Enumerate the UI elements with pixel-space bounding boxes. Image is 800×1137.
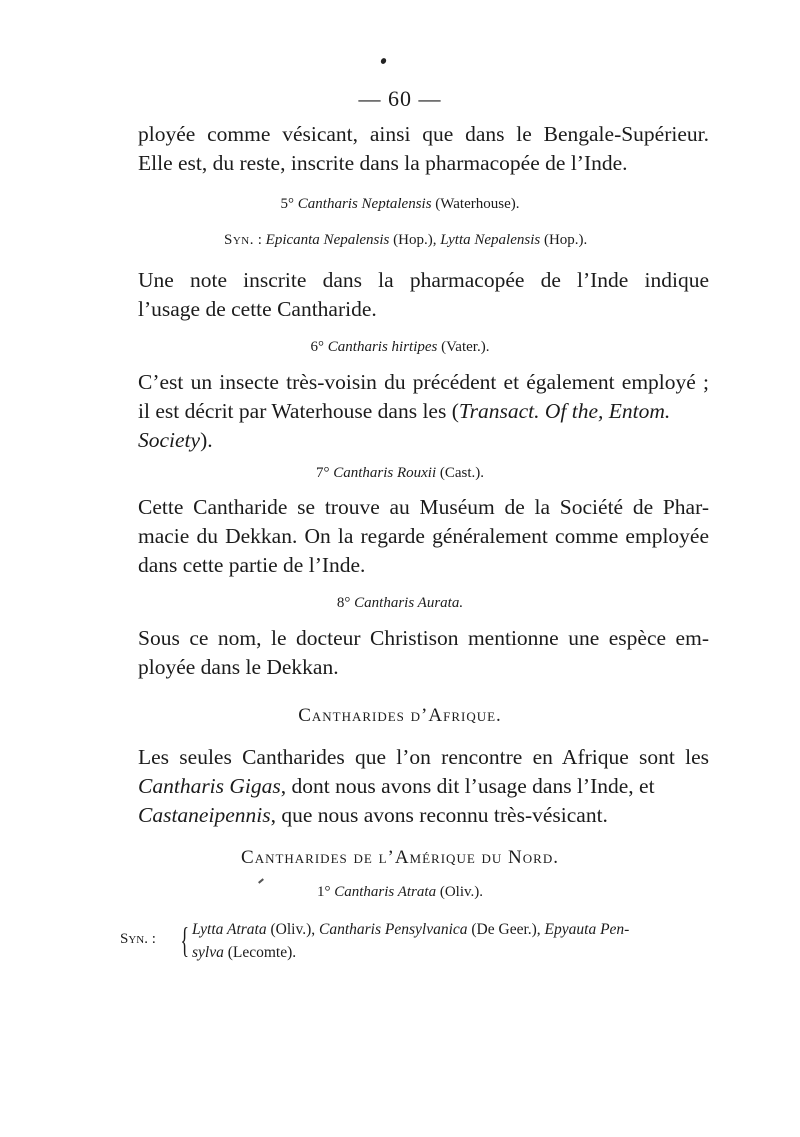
species-heading-6: [0, 339, 800, 356]
synonym-name: Lytta Nepalensis: [440, 232, 541, 248]
heading-number: 7°: [315, 465, 330, 481]
paragraph-line: ployée dans le Dekkan.: [138, 655, 339, 679]
species-name: Cantharis Neptalensis: [297, 196, 432, 212]
paragraph-line: ployée comme vésicant, ainsi que dans le Bengale-Supérieur.: [138, 122, 709, 146]
species-name: Cantharis Rouxii: [333, 465, 437, 481]
text-run: , dont nous avons dit l’usage dans l’Inde, et: [280, 774, 655, 798]
paragraph-line: macie du Dekkan. On la regarde généralement comme employée: [138, 524, 709, 548]
text-run: ).: [200, 428, 213, 452]
species-heading-1: [0, 884, 800, 901]
species-heading-8: [0, 595, 800, 612]
synonym-line: [192, 918, 712, 941]
paragraph-6: [138, 743, 709, 830]
synonym-text: [192, 918, 712, 964]
synonym-line: [192, 941, 712, 964]
synonym-line-5: [224, 232, 587, 249]
text-run-italic: Transact. Of the, Entom.: [458, 399, 671, 423]
synonym-author: (Hop.).: [540, 232, 588, 248]
paragraph-line: dans cette partie de l’Inde.: [138, 553, 366, 577]
species-author: (Cast.).: [439, 465, 485, 481]
heading-number: 1°: [316, 884, 331, 900]
species-name: Cantharis Aurata.: [354, 595, 464, 611]
paragraph-line: Les seules Cantharides que l’on rencontre en Afrique sont les: [138, 745, 709, 769]
syn-label: Syn. :: [120, 931, 156, 947]
synonym-author: (Oliv.),: [266, 921, 319, 938]
species-heading-7: [0, 465, 800, 482]
species-name: Cantharis hirtipes: [327, 339, 438, 355]
species-name: Cantharis Atrata: [334, 884, 437, 900]
text-run: il est décrit par Waterhouse dans les (: [138, 399, 459, 423]
paragraph-line: Elle est, du reste, inscrite dans la pharmacopée de l’Inde.: [138, 151, 628, 175]
synonym-author: (De Geer.),: [467, 921, 545, 938]
paragraph-4: [138, 493, 709, 580]
species-author: (Waterhouse).: [435, 196, 520, 212]
paragraph-line: [138, 426, 709, 455]
paragraph-line: Une note inscrite dans la pharmacopée de l’Inde indique: [138, 268, 709, 292]
ink-speck: [380, 57, 387, 65]
text-run-italic: Cantharis Gigas: [138, 774, 281, 798]
paragraph-3: [138, 368, 709, 455]
paragraph-1: [138, 120, 709, 178]
paragraph-2: [138, 266, 709, 324]
synonym-name: Epyauta Pen-: [544, 921, 630, 938]
synonym-name: Lytta Atrata: [192, 921, 267, 938]
syn-label: Syn.: [224, 232, 254, 248]
syn-separator: :: [253, 232, 266, 248]
synonym-author: (Hop.),: [389, 232, 441, 248]
text-run-italic: Society: [138, 428, 201, 452]
synonym-author: (Lecomte).: [223, 944, 297, 961]
synonym-name: sylva: [192, 944, 224, 961]
species-author: (Oliv.).: [439, 884, 484, 900]
heading-number: 5°: [280, 196, 295, 212]
page-number: — 60 —: [358, 86, 442, 111]
paragraph-line: Sous ce nom, le docteur Christison mentionne une espèce em-: [138, 626, 709, 650]
paragraph-line: [138, 772, 709, 801]
section-heading-amerique: Cantharides de l’Amérique du Nord.: [241, 847, 559, 868]
section-heading-afrique: Cantharides d’Afrique.: [298, 705, 502, 726]
paragraph-5: [138, 624, 709, 682]
text-run: , que nous avons reconnu très-vésicant.: [270, 803, 608, 827]
paragraph-line: Cette Cantharide se trouve au Muséum de la Société de Phar-: [138, 495, 709, 519]
stray-mark: [258, 878, 264, 883]
synonym-name: Epicanta Nepalensis: [265, 232, 390, 248]
paragraph-line: l’usage de cette Cantharide.: [138, 297, 377, 321]
heading-number: 6°: [310, 339, 325, 355]
brace: {: [180, 920, 189, 960]
paragraph-line: [138, 397, 709, 426]
paragraph-line: [138, 801, 709, 830]
species-author: (Vater.).: [441, 339, 490, 355]
paragraph-line: C’est un insecte très-voisin du précédent et également employé ;: [138, 370, 709, 394]
text-run-italic: Castaneipennis: [138, 803, 271, 827]
synonym-name: Cantharis Pensylvanica: [318, 921, 468, 938]
species-heading-5: [0, 196, 800, 213]
heading-number: 8°: [336, 595, 351, 611]
